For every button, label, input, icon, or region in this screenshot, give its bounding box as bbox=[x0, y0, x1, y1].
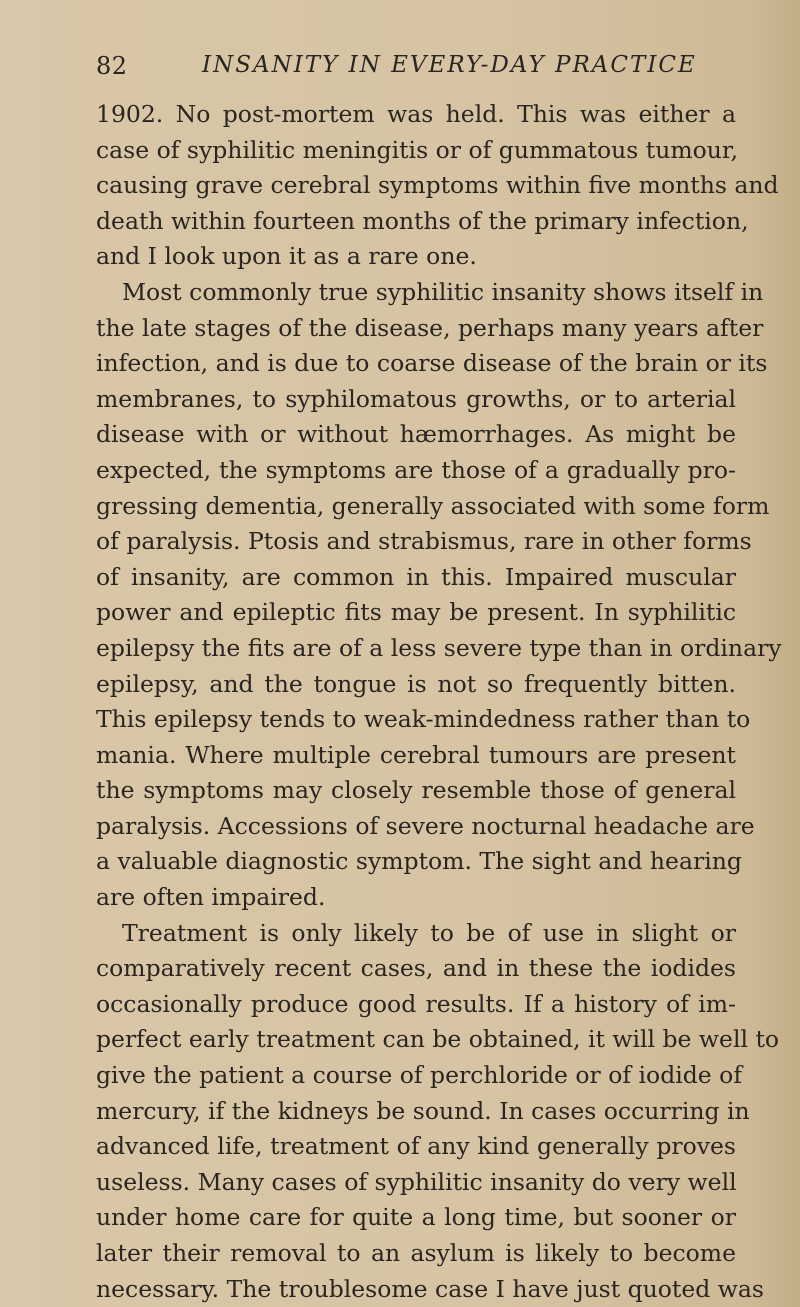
text-line: later their removal to an asylum is likely to become bbox=[96, 1239, 736, 1267]
text-line: under home care for quite a long time, but sooner or bbox=[96, 1203, 736, 1232]
text-line: This epilepsy tends to weak-mindedness rather than to bbox=[96, 705, 751, 734]
text-line: disease with or without hæmorrhages. As might be bbox=[96, 420, 736, 449]
text-line: gressing dementia, generally associated with some form bbox=[96, 491, 770, 520]
text-line: mania. Where multiple cerebral tumours are present bbox=[96, 740, 736, 769]
text-line: infection, and is due to coarse disease of the brain or its bbox=[96, 349, 768, 378]
text-line: the late stages of the disease, perhaps many years after bbox=[96, 313, 764, 342]
paragraph-start-line: Treatment is only likely to be of use in slight or bbox=[122, 918, 736, 947]
text-line: of paralysis. Ptosis and strabismus, rare in other forms bbox=[96, 527, 752, 556]
text-line: 1902. No post-mortem was held. This was either a bbox=[96, 100, 736, 128]
text-line: comparatively recent cases, and in these the iodides bbox=[96, 954, 736, 983]
text-line: a valuable diagnostic symptom. The sight and hearing bbox=[96, 847, 742, 876]
text-line: death within fourteen months of the primary infection, bbox=[96, 206, 749, 235]
text-line: causing grave cerebral symptoms within five months and bbox=[96, 171, 779, 200]
text-line: epilepsy, and the tongue is not so frequently bitten. bbox=[96, 669, 736, 698]
text-line: case of syphilitic meningitis or of gummatous tumour, bbox=[96, 135, 739, 164]
paragraph-start-line: Most commonly true syphilitic insanity shows itself in bbox=[122, 277, 764, 306]
text-line: useless. Many cases of syphilitic insanity do very well bbox=[96, 1167, 737, 1196]
text-line: the symptoms may closely resemble those of general bbox=[96, 776, 736, 805]
text-line: necessary. The troublesome case I have just quoted was bbox=[96, 1274, 764, 1303]
text-line: power and epileptic fits may be present. In syphilitic bbox=[96, 598, 736, 627]
text-line: membranes, to syphilomatous growths, or to arterial bbox=[96, 384, 736, 413]
page-number: 82 bbox=[96, 52, 128, 80]
page-header bbox=[96, 52, 736, 92]
running-head: INSANITY IN EVERY-DAY PRACTICE bbox=[202, 52, 697, 78]
text-line: advanced life, treatment of any kind generally proves bbox=[96, 1132, 736, 1161]
text-line: mercury, if the kidneys be sound. In cases occurring in bbox=[96, 1096, 750, 1125]
text-line: expected, the symptoms are those of a gradually pro- bbox=[96, 455, 736, 484]
text-line: of insanity, are common in this. Impaired muscular bbox=[96, 562, 736, 591]
text-line: and I look upon it as a rare one. bbox=[96, 242, 477, 271]
text-line: occasionally produce good results. If a history of im- bbox=[96, 989, 736, 1018]
body-text bbox=[96, 97, 782, 1307]
text-line: perfect early treatment can be obtained, it will be well to bbox=[96, 1025, 780, 1054]
text-line: paralysis. Accessions of severe nocturnal headache are bbox=[96, 811, 755, 840]
text-line: are often impaired. bbox=[96, 883, 326, 912]
text-line: epilepsy the fits are of a less severe type than in ordinary bbox=[96, 633, 782, 662]
text-line: give the patient a course of perchloride or of iodide of bbox=[96, 1061, 743, 1090]
